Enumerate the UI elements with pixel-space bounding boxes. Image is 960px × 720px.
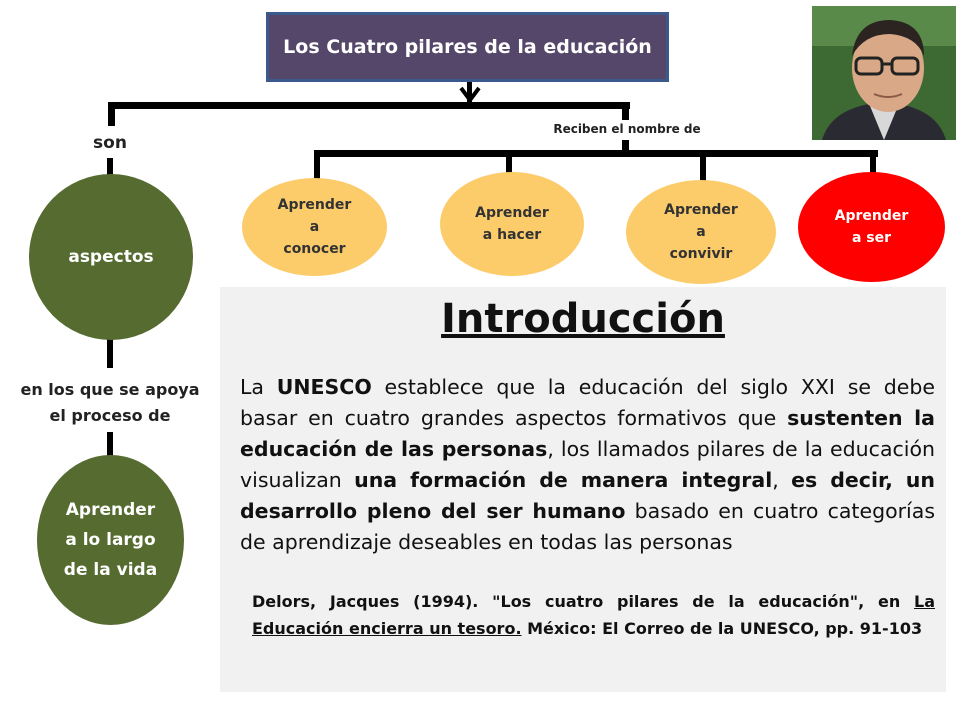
portrait-photo (812, 6, 956, 140)
node-lo-largo-line-3: de la vida (63, 560, 158, 580)
arrow-down-icon (458, 84, 482, 104)
label-reciben: Reciben el nombre de (553, 122, 701, 136)
node-lo-largo-line-2: a lo largo (65, 530, 156, 550)
pillar-drop-1 (314, 150, 320, 180)
pillar-convivir (626, 180, 776, 284)
pillar-conocer-line-1: Aprender (277, 197, 352, 213)
pillar-hacer-line-1: Aprender (475, 205, 549, 221)
reference-prefix: Delors, Jacques (1994). "Los cuatro pilares de la educación", en (252, 592, 914, 611)
pillar-ser-line-2: a ser (851, 230, 892, 246)
pillars-horizontal-bar (314, 150, 878, 157)
body-unesco: UNESCO (276, 375, 372, 399)
pillar-convivir-line-1: Aprender (664, 202, 738, 218)
node-lo-largo-line-1: Aprender (65, 500, 156, 520)
body-es-decir: es decir, un desarrollo pleno del ser humano (240, 468, 935, 523)
pillar-hacer-line-2: a hacer (482, 227, 542, 243)
aspectos-to-label-line (107, 338, 113, 368)
body-p1: La (240, 375, 277, 399)
body-formacion: una formación de manera integral (354, 468, 773, 492)
left-drop-line (108, 102, 115, 126)
top-horizontal-bar (108, 102, 630, 109)
reference-book-title: La Educación encierra un tesoro. (252, 592, 935, 638)
body-sustenten: sustenten la educación de las personas (240, 406, 936, 461)
label-son: son (93, 133, 127, 153)
pillar-conocer-line-3: conocer (283, 241, 346, 257)
pillar-conocer (242, 178, 387, 276)
body-p2: establece que la educación del siglo XXI se debe basar en cuatro grandes aspectos formativos que (240, 375, 936, 430)
person-portrait-icon (812, 6, 956, 140)
diagram-title: Los Cuatro pilares de la educación (283, 36, 652, 58)
pillar-conocer-line-2: a (309, 219, 320, 235)
body-p4: , (772, 468, 792, 492)
pillar-hacer (440, 172, 584, 276)
reference-citation (252, 588, 935, 642)
introduction-title: Introducción (441, 296, 725, 342)
body-p5: basado en cuatro categorías de aprendizaje deseables en todas las personas (240, 499, 935, 554)
pillar-ser-line-1: Aprender (834, 208, 909, 224)
pillar-ser (798, 172, 945, 282)
body-p3: , los llamados pilares de la educación visualizan (240, 437, 936, 492)
pillar-drop-3 (700, 150, 706, 182)
node-aspectos (29, 174, 193, 340)
diagram-title-box (266, 12, 669, 82)
node-lo-largo-de-la-vida (37, 455, 184, 625)
pillar-convivir-line-3: convivir (669, 246, 733, 262)
reference-suffix: México: El Correo de la UNESCO, pp. 91-103 (521, 619, 923, 638)
introduction-body (240, 372, 935, 558)
pillar-convivir-line-2: a (696, 224, 706, 240)
node-aspectos-label: aspectos (68, 247, 154, 267)
right-drop-line (622, 102, 629, 120)
label-apoya: en los que se apoya el proceso de (20, 380, 200, 425)
